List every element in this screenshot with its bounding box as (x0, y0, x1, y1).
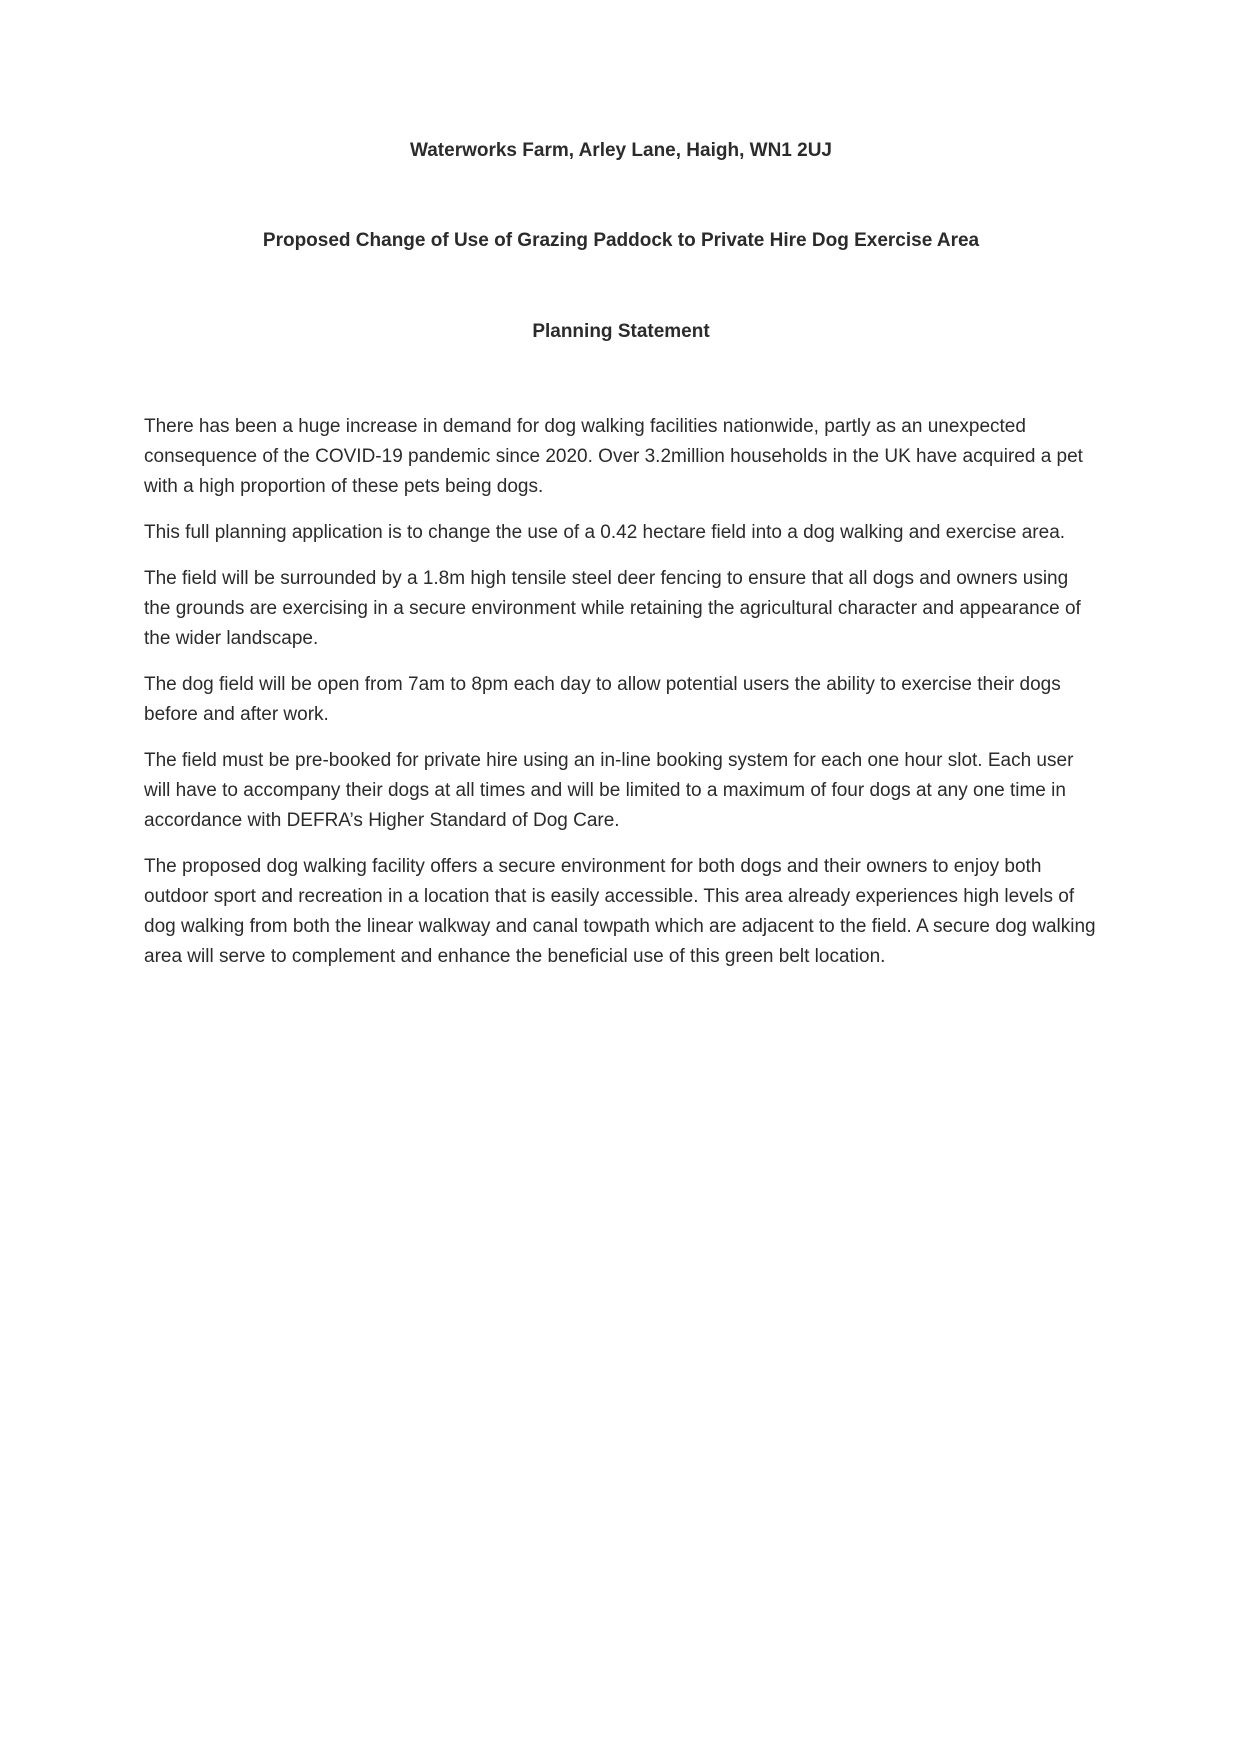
paragraph-facility-benefits: The proposed dog walking facility offers a secure environment for both dogs and their owners to enjoy both outdoor sport and recreation in a location that is easily accessible. This area already experiences high levels of dog walking from both the linear walkway and canal towpath which are adjacent to the field. A secure dog walking area will serve to complement and enhance the beneficial use of this green belt location. (144, 856, 1096, 967)
site-address-heading: Waterworks Farm, Arley Lane, Haigh, WN1 2UJ (410, 140, 832, 161)
paragraph-opening-hours: The dog field will be open from 7am to 8pm each day to allow potential users the ability to exercise their dogs before and after work. (144, 674, 1061, 725)
paragraph-application: This full planning application is to change the use of a 0.42 hectare field into a dog walking and exercise area. (144, 522, 1066, 543)
paragraph-fencing: The field will be surrounded by a 1.8m high tensile steel deer fencing to ensure that all dogs and owners using the grounds are exercising in a secure environment while retaining the agricultural character and appearance of the wider landscape. (144, 568, 1081, 649)
planning-statement-heading: Planning Statement (532, 321, 710, 342)
paragraph-demand: There has been a huge increase in demand for dog walking facilities nationwide, partly as an unexpected consequence of the COVID-19 pandemic since 2020. Over 3.2million households in the UK have acquired a pet with a high proportion of these pets being dogs. (144, 416, 1083, 497)
paragraph-booking: The field must be pre-booked for private hire using an in-line booking system for each one hour slot. Each user will have to accompany their dogs at all times and will be limited to a maximum of four dogs at any one time in accordance with DEFRA’s Higher Standard of Dog Care. (144, 750, 1074, 831)
statement-body (144, 412, 1099, 988)
proposal-title-heading: Proposed Change of Use of Grazing Paddock to Private Hire Dog Exercise Area (262, 230, 980, 251)
